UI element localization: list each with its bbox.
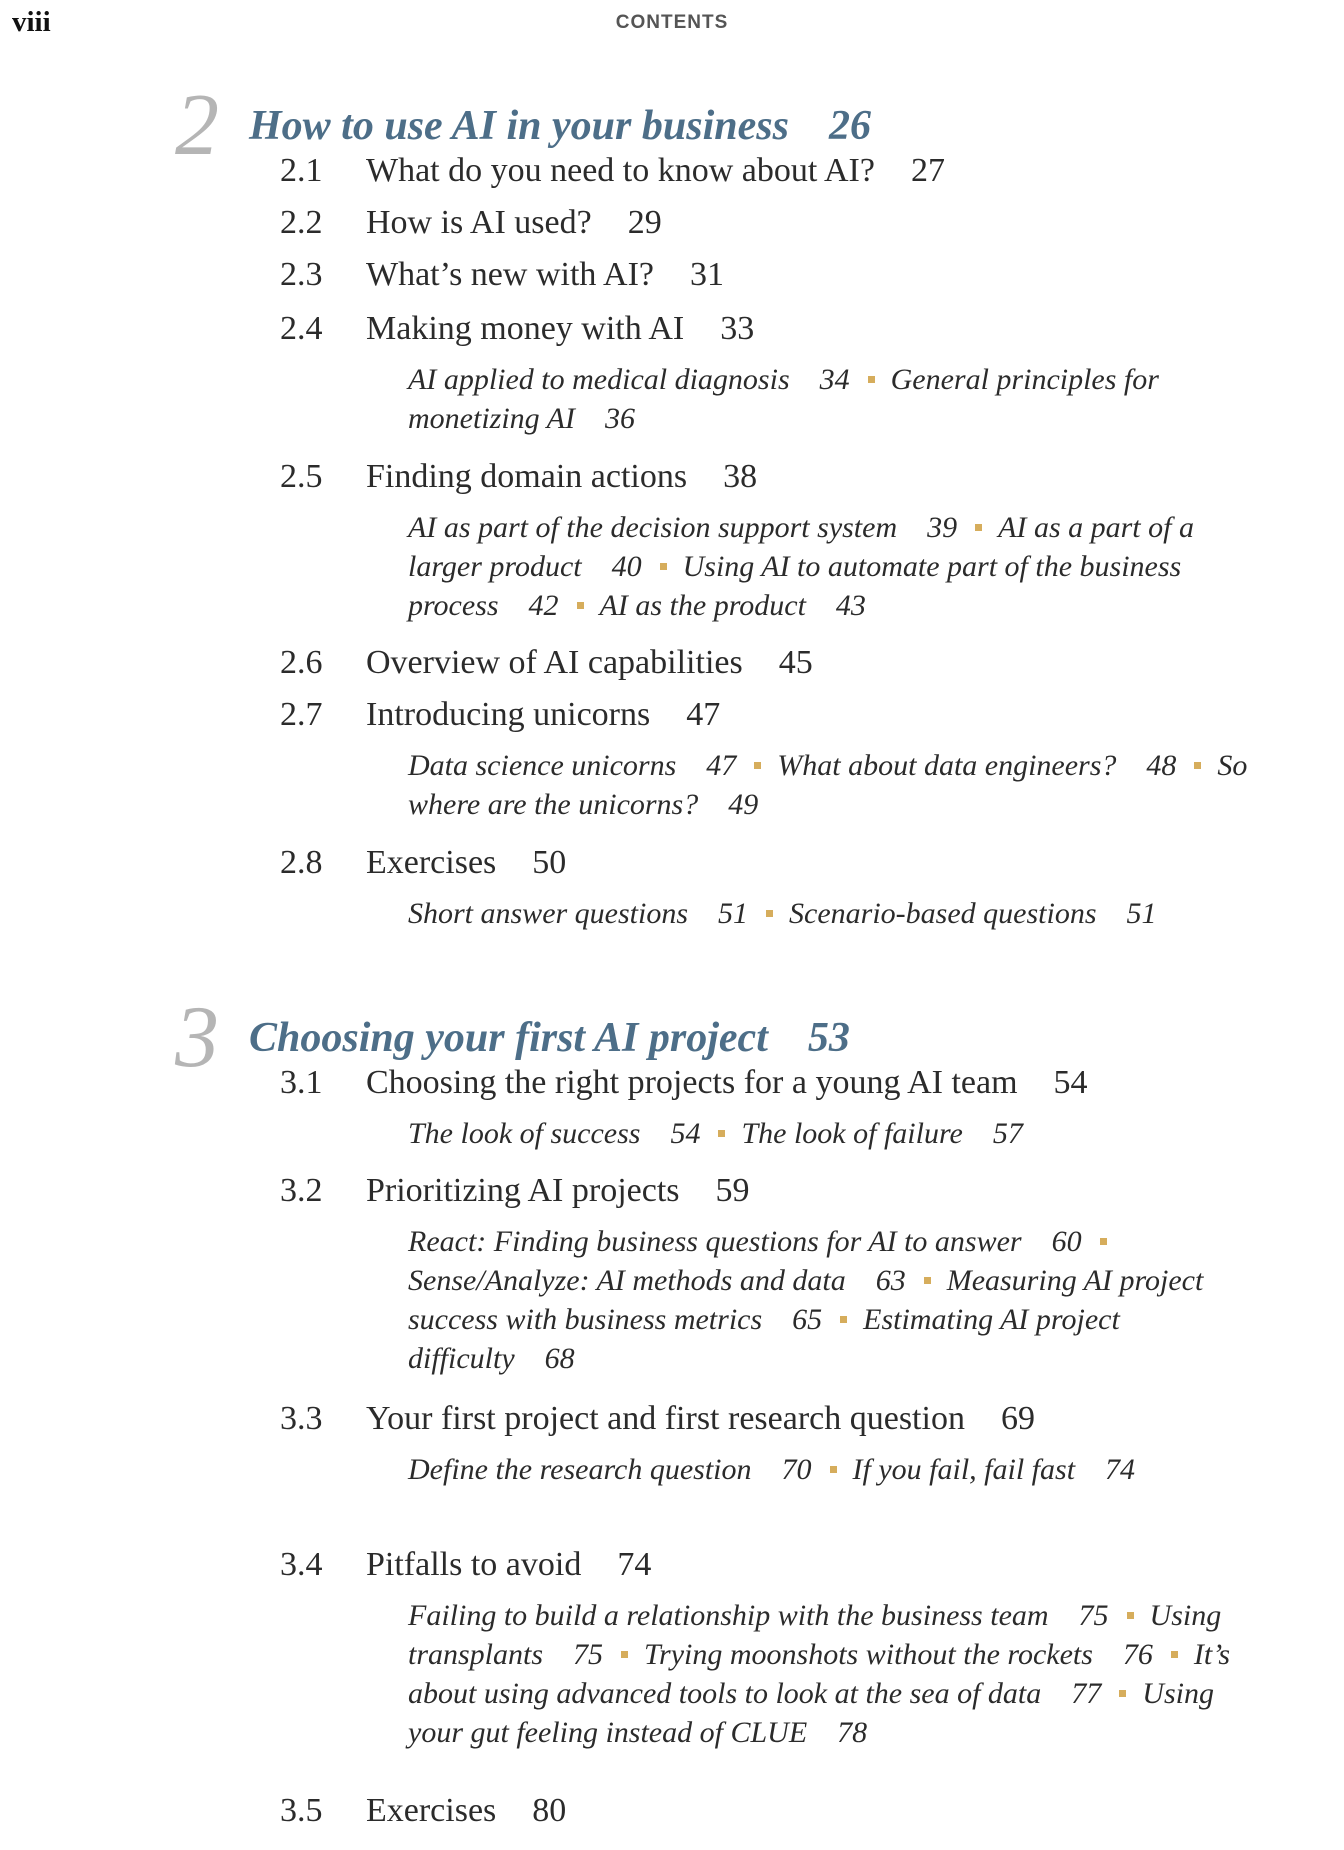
toc-subsection[interactable]: React: Finding business questions for AI to answer 60 — [408, 1225, 1082, 1258]
toc-subsection[interactable]: It’s about using advanced tools to look at the sea of data 77 — [408, 1638, 1231, 1710]
separator-bullet-icon — [1119, 1690, 1126, 1697]
separator-bullet-icon — [840, 1316, 847, 1323]
toc-subsection[interactable]: So where are the unicorns? 49 — [408, 749, 1248, 821]
toc-subsection[interactable]: Using your gut feeling instead of CLUE 78 — [408, 1677, 1214, 1749]
toc-section[interactable]: 3.2 Prioritizing AI projects 59 — [280, 1172, 750, 1209]
toc-section[interactable]: 2.6 Overview of AI capabilities 45 — [280, 644, 813, 681]
separator-bullet-icon — [1127, 1612, 1134, 1619]
toc-subsection[interactable]: General principles for monetizing AI 36 — [408, 363, 1159, 435]
toc-subsection[interactable]: Failing to build a relationship with the business team 75 — [408, 1599, 1109, 1632]
separator-bullet-icon — [975, 524, 982, 531]
toc-subsection[interactable]: AI applied to medical diagnosis 34 — [408, 363, 850, 396]
chapter-title[interactable]: Choosing your first AI project 53 — [249, 1015, 850, 1061]
chapter-page: 26 — [828, 103, 871, 149]
toc-section[interactable]: 3.3 Your first project and first research question 69 — [280, 1400, 1035, 1437]
separator-bullet-icon — [830, 1466, 837, 1473]
separator-bullet-icon — [766, 910, 773, 917]
toc-section[interactable]: 3.5 Exercises 80 — [280, 1792, 567, 1829]
toc-section[interactable]: 2.8 Exercises 50 — [280, 844, 567, 881]
toc-section[interactable]: 2.4 Making money with AI 33 — [280, 310, 755, 347]
chapter-page: 53 — [807, 1015, 850, 1061]
separator-bullet-icon — [1100, 1238, 1107, 1245]
page-number: viii — [12, 6, 51, 38]
toc-subsection[interactable]: Using transplants 75 — [408, 1599, 1222, 1671]
toc-section[interactable]: 2.2 How is AI used? 29 — [280, 204, 662, 241]
toc-subsection[interactable]: Using AI to automate part of the business process 42 — [408, 550, 1182, 622]
separator-bullet-icon — [1171, 1651, 1178, 1658]
running-head: CONTENTS — [615, 12, 729, 33]
toc-subsection[interactable]: If you fail, fail fast 74 — [852, 1453, 1136, 1486]
separator-bullet-icon — [1194, 762, 1201, 769]
chapter-number: 3 — [175, 989, 219, 1086]
separator-bullet-icon — [621, 1651, 628, 1658]
toc-section[interactable]: 3.1 Choosing the right projects for a young AI team 54 — [280, 1064, 1088, 1101]
toc-subsections — [408, 360, 1258, 438]
separator-bullet-icon — [577, 602, 584, 609]
toc-subsection[interactable]: What about data engineers? 48 — [777, 749, 1177, 782]
separator-bullet-icon — [660, 563, 667, 570]
toc-subsection[interactable]: The look of failure 57 — [741, 1117, 1023, 1150]
toc-subsections — [408, 1222, 1258, 1378]
chapter-number: 2 — [175, 77, 219, 174]
toc-subsections — [408, 508, 1258, 625]
toc-subsections — [408, 1596, 1258, 1752]
toc-section[interactable]: 2.5 Finding domain actions 38 — [280, 458, 758, 495]
toc-section[interactable]: 2.7 Introducing unicorns 47 — [280, 696, 721, 733]
toc-subsection[interactable]: Measuring AI project success with business metrics 65 — [408, 1264, 1204, 1336]
toc-subsections — [408, 1450, 1258, 1489]
separator-bullet-icon — [924, 1277, 931, 1284]
separator-bullet-icon — [718, 1130, 725, 1137]
toc-subsection[interactable]: Trying moonshots without the rockets 76 — [644, 1638, 1153, 1671]
chapter-title[interactable]: How to use AI in your business 26 — [249, 103, 871, 149]
toc-subsection[interactable]: Short answer questions 51 — [408, 897, 749, 930]
toc-section[interactable]: 3.4 Pitfalls to avoid 74 — [280, 1546, 652, 1583]
separator-bullet-icon — [754, 762, 761, 769]
toc-subsections — [408, 746, 1258, 824]
toc-subsections — [408, 1114, 1258, 1153]
toc-section[interactable]: 2.1 What do you need to know about AI? 27 — [280, 152, 945, 189]
separator-bullet-icon — [868, 376, 875, 383]
toc-subsection[interactable]: The look of success 54 — [408, 1117, 701, 1150]
toc-subsection[interactable]: Scenario-based questions 51 — [789, 897, 1157, 930]
toc-subsection[interactable]: AI as the product 43 — [599, 589, 866, 622]
toc-subsection[interactable]: AI as part of the decision support system 39 — [408, 511, 958, 544]
toc-subsections — [408, 894, 1258, 933]
toc-subsection[interactable]: Data science unicorns 47 — [408, 749, 737, 782]
toc-subsection[interactable]: Sense/Analyze: AI methods and data 63 — [408, 1264, 906, 1297]
toc-subsection[interactable]: Define the research question 70 — [408, 1453, 812, 1486]
toc-subsection[interactable]: AI as a part of a larger product 40 — [408, 511, 1194, 583]
toc-section[interactable]: 2.3 What’s new with AI? 31 — [280, 256, 724, 293]
toc-subsection[interactable]: Estimating AI project difficulty 68 — [408, 1303, 1120, 1375]
